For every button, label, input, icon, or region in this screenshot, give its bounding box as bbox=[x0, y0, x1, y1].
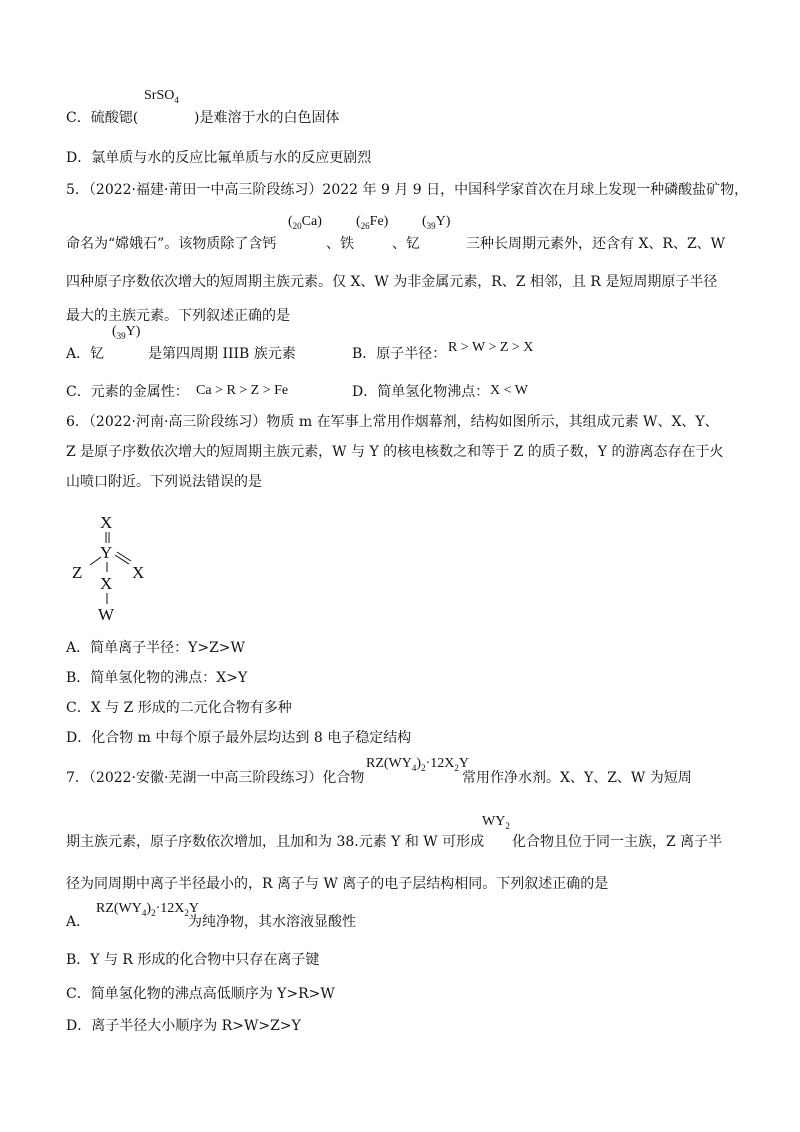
diagram-atom-right: X bbox=[132, 563, 145, 582]
q5-option-a: A．钇 $(_{39}Y)$ 是第四周期 IIIB 族元素 bbox=[66, 324, 296, 362]
q5-option-b: B．原子半径： R > W > Z > X bbox=[352, 340, 534, 362]
q4-c-formula: SrSO$_4$ bbox=[144, 88, 179, 105]
q7-stem-line1: 7．（2022·安徽·芜湖一中高三阶段练习）化合物 $RZ(WY_4)_2\cdot 12X_2Y$ 常用作净水剂。X、Y、Z、W 为短周 bbox=[66, 756, 692, 786]
q7-a-formula: $RZ(WY_4)_2\cdot 12X_2Y$ bbox=[96, 901, 199, 918]
y-notation-a: $(_{39}Y)$ bbox=[112, 324, 141, 341]
diagram-atom-top: X bbox=[100, 513, 113, 532]
q7-formula: $RZ(WY_4)_2\cdot 12X_2Y$ bbox=[366, 756, 469, 773]
q6-option-c: C．X 与 Z 形成的二元化合物有多种 bbox=[66, 700, 292, 716]
diagram-atom-left: Z bbox=[72, 563, 83, 582]
fe-notation: $(_{26}Fe)$ bbox=[356, 214, 389, 231]
q5-option-c: C．元素的金属性： Ca > R > Z > Fe bbox=[66, 383, 289, 400]
q5-stem-line2: 命名为“嫦娥石”。该物质除了含钙 $(_{20}Ca)$ 、铁 $(_{26}Fe)$ 、钇 $(_{39}Y)$ 三种长周期元素外，还含有 X、R、Z、W bbox=[66, 214, 726, 252]
q6-option-d: D．化合物 m 中每个原子最外层均达到 8 电子稳定结构 bbox=[66, 730, 412, 746]
diagram-atom-below: X bbox=[100, 574, 113, 593]
q6-stem-line3: 山喷口附近。下列说法错误的是 bbox=[66, 474, 262, 490]
q7-option-b: B．Y 与 R 形成的化合物中只存在离子键 bbox=[66, 952, 320, 968]
q5-option-d: D．简单氢化物沸点： X < W bbox=[352, 383, 528, 400]
q7-option-a: A． $RZ(WY_4)_2\cdot 12X_2Y$ 为纯净物，其水溶液显酸性 bbox=[66, 901, 356, 930]
q4-option-c: C．硫酸锶( SrSO$_4$ )是难溶于水的白色固体 bbox=[66, 88, 340, 126]
q6-option-b: B．简单氢化物的沸点：X>Y bbox=[66, 670, 248, 686]
q6-option-a: A．简单离子半径：Y>Z>W bbox=[66, 640, 245, 656]
q7-option-c: C．简单氢化物的沸点高低顺序为 Y>R>W bbox=[66, 986, 335, 1002]
y-notation: $(_{39}Y)$ bbox=[422, 214, 451, 231]
q5-stem-line1: 5．（2022·福建·莆田一中高三阶段练习）2022 年 9 月 9 日，中国科学家首次在月球上发现一种磷酸盐矿物， bbox=[66, 182, 749, 198]
q7-stem-line3: 径为同周期中离子半径最小的，R 离子与 W 离子的电子层结构相同。下列叙述正确的是 bbox=[66, 876, 609, 892]
q7-stem-line2: 期主族元素，原子序数依次增加，且加和为 38.元素 Y 和 W 可形成 $WY_2$ 化合物且位于同一主族，Z 离子半 bbox=[66, 814, 723, 850]
q7-option-d: D．离子半径大小顺序为 R>W>Z>Y bbox=[66, 1018, 301, 1034]
ca-notation: $(_{20}Ca)$ bbox=[288, 214, 322, 231]
q4-option-d: D．氯单质与水的反应比氟单质与水的反应更剧烈 bbox=[66, 150, 372, 166]
q6-stem-line1: 6．（2022·河南·高三阶段练习）物质 m 在军事上常用作烟幕剂，结构如图所示，其组成元素 W、X、Y、 bbox=[66, 414, 719, 430]
diagram-atom-bottom: W bbox=[98, 605, 115, 624]
q5-stem-line4: 最大的主族元素。下列叙述正确的是 bbox=[66, 308, 290, 324]
q7-wy2: $WY_2$ bbox=[482, 814, 510, 831]
diagram-atom-center: Y bbox=[100, 543, 113, 562]
structure-diagram bbox=[70, 512, 160, 627]
q6-stem-line2: Z 是原子序数依次增大的短周期主族元素，W 与 Y 的核电核数之和等于 Z 的质子数，Y 的游离态存在于火 bbox=[66, 444, 724, 460]
q5-stem-line3: 四种原子序数依次增大的短周期主族元素。仅 X、W 为非金属元素，R、Z 相邻，且 R 是短周期原子半径 bbox=[66, 274, 718, 290]
